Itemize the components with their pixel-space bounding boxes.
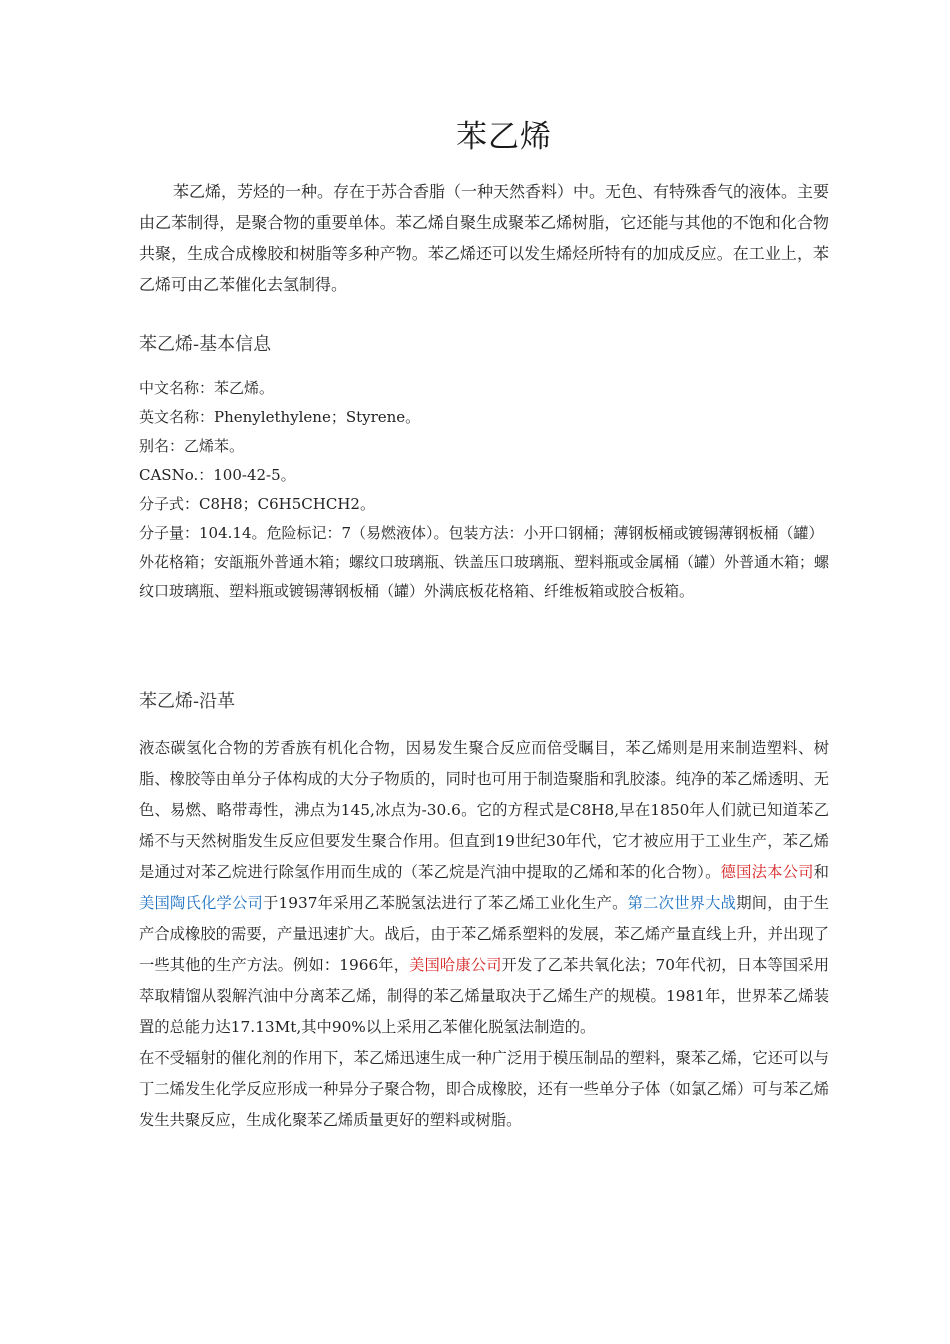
history-paragraph-2: 在不受辐射的催化剂的作用下，苯乙烯迅速生成一种广泛用于模压制品的塑料，聚苯乙烯，它还可以与丁二烯发生化学反应形成一种异分子聚合物，即合成橡胶，还有一些单分子体（如氯乙烯）可与苯乙烯发生共聚反应，生成化聚苯乙烯质量更好的塑料或树脂。 <box>139 1049 829 1129</box>
history-text-1: 液态碳氢化合物的芳香族有机化合物，因易发生聚合反应而倍受瞩目，苯乙烯则是用来制造塑料、树脂、橡胶等由单分子体构成的大分子物质的，同时也可用于制造聚脂和乳胶漆。纯净的苯乙烯透明、无色、易燃、略带毒性，沸点为145,冰点为-30.6。它的方程式是C8H8,早在1850年人们就已知道苯乙烯不与天然树脂发生反应但要发生聚合作用。但直到19世纪30年代，它才被应用于工业生产，苯乙烯是通过对苯乙烷进行除氢作用而生成的（苯乙烷是汽油中提取的乙烯和苯的化合物）。 <box>139 739 829 881</box>
info-cas: CASNo.：100-42-5。 <box>139 466 296 484</box>
info-chinese-name: 中文名称：苯乙烯。 <box>139 379 275 397</box>
link-ig-farben[interactable]: 德国法本公司 <box>720 863 814 881</box>
link-dow-chemical[interactable]: 美国陶氏化学公司 <box>139 894 264 912</box>
history-text-2: 于1937年采用乙苯脱氢法进行了苯乙烯工业化生产。 <box>263 894 628 912</box>
link-world-war-2[interactable]: 第二次世界大战 <box>627 894 737 912</box>
history-text-3: 期间，由于生产合成橡胶的需要，产量迅速扩大。战后，由于苯乙烯系塑料的发展，苯乙烯产量直线上升，并出现了一些其他的生产方法。例如：1966年， <box>139 894 829 974</box>
history-and: 和 <box>813 863 829 881</box>
info-english-name: 英文名称：Phenylethylene；Styrene。 <box>139 408 421 426</box>
info-weight-and-packaging: 分子量：104.14。危险标记：7（易燃液体）。包装方法：小开口钢桶；薄钢板桶或镀锡薄钢板桶（罐）外花格箱；安瓿瓶外普通木箱；螺纹口玻璃瓶、铁盖压口玻璃瓶、塑料瓶或金属桶（罐）外普通木箱；螺纹口玻璃瓶、塑料瓶或镀锡薄钢板桶（罐）外满底板花格箱、纤维板箱或胶合板箱。 <box>139 524 830 600</box>
info-alias: 别名：乙烯苯。 <box>139 437 245 455</box>
history-paragraph <box>139 733 829 1136</box>
basic-info-list <box>139 374 829 606</box>
intro-paragraph: 苯乙烯，芳烃的一种。存在于苏合香脂（一种天然香料）中。无色、有特殊香气的液体。主要由乙苯制得，是聚合物的重要单体。苯乙烯自聚生成聚苯乙烯树脂，它还能与其他的不饱和化合物共聚，生成合成橡胶和树脂等多种产物。苯乙烯还可以发生烯烃所特有的加成反应。在工业上，苯乙烯可由乙苯催化去氢制得。 <box>139 182 830 294</box>
section-heading-basic-info: 苯乙烯-基本信息 <box>139 334 272 355</box>
history-text-4: 开发了乙苯共氧化法；70年代初，日本等国采用萃取精馏从裂解汽油中分离苯乙烯，制得的苯乙烯量取决于乙烯生产的规模。1981年，世界苯乙烯装置的总能力达17.13Mt,其中90%以上采用乙苯催化脱氢法制造的。 <box>139 956 829 1036</box>
section-heading-history: 苯乙烯-沿革 <box>139 691 236 712</box>
info-formula: 分子式：C8H8；C6H5CHCH2。 <box>139 495 375 513</box>
link-halcon[interactable]: 美国哈康公司 <box>409 956 502 974</box>
page-title: 苯乙烯 <box>456 119 552 155</box>
